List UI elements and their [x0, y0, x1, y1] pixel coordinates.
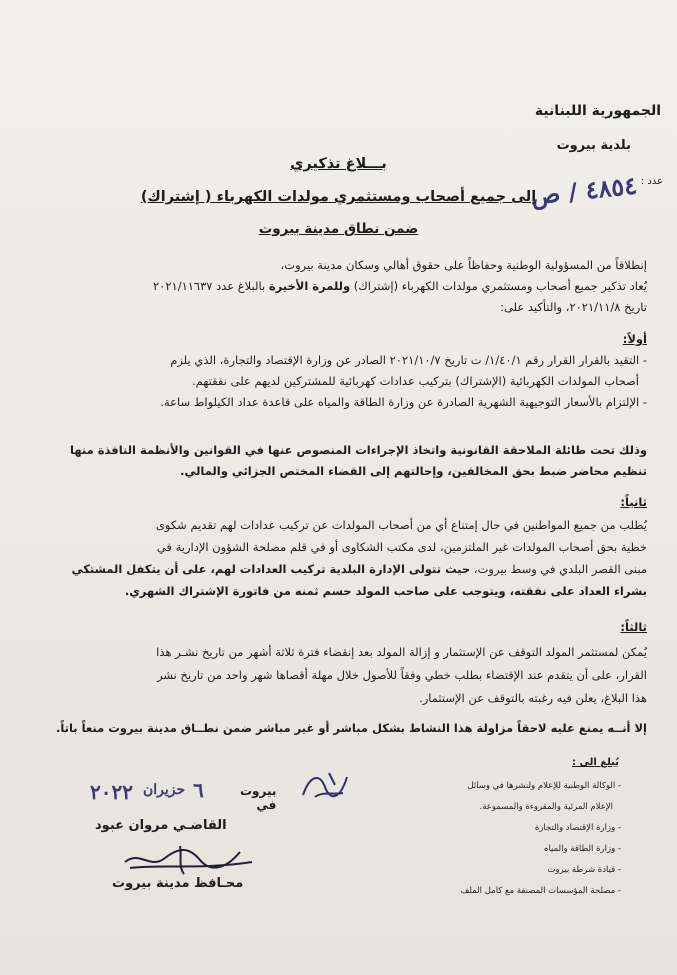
paragraph-line: هذا البلاغ، يعلن فيه رغبته بالتوقف عن الإستثمار. — [419, 691, 647, 705]
penalty-line: وذلك تحت طائلة الملاحقة القانونية واتخاذ الإجراءات المنصوص عنها في القوانين والأنظمة النافذة منها — [70, 443, 647, 457]
paragraph-line: خطية بحق أصحاب المولدات غير الملتزمين، لدى مكتب الشكاوى أو في قلم مصلحة الشؤون الإدارية في — [156, 540, 647, 554]
notice-scope: ضمن نطاق مدينة بيروت — [258, 221, 419, 237]
distribution-item: - وزارة الطاقة والمياه — [543, 844, 621, 854]
section-heading-second: ثانياً: — [620, 495, 647, 509]
paragraph-text: مبنى القصر البلدي في وسط بيروت، — [470, 562, 647, 576]
handwritten-reference-number: ٤٨٥٤ / ص — [529, 170, 639, 211]
intro-line — [27, 276, 647, 297]
distribution-list — [381, 776, 621, 902]
penalty-clause — [27, 440, 647, 482]
handwritten-signature — [120, 840, 260, 880]
date-year: ٢٠٢٢ — [90, 780, 133, 804]
final-prohibition: إلا أنــه يمنع عليه لاحقاً مزاولة هذا النشاط بشكل مباشر أو غير مباشر ضمن نطــاق مدينة بيروت منعاً باتاً. — [55, 721, 647, 735]
signature-date-line — [90, 778, 277, 812]
list-item-continuation: أصحاب المولدات الكهربائية (الإشتراك) بتركيب عدادات كهربائية للمشتركين لديهم على نفقتهم. — [192, 374, 639, 388]
initials-scribble — [295, 765, 355, 810]
intro-block — [27, 255, 647, 318]
paragraph-line: يُطلب من جميع المواطنين في حال إمتناع أي من أصحاب المولدات عن تركيب عدادات لهم تقديم شكوى — [155, 518, 647, 532]
distribution-item: - قيادة شرطة بيروت — [547, 865, 621, 875]
signature-place: بيروت في — [239, 784, 277, 812]
signatory-role: محـافظ مدينة بيروت — [112, 876, 244, 891]
date-day: ٦ — [193, 778, 204, 802]
paragraph-line: القرار، على أن يتقدم عند الإقتضاء بطلب خطي وفقاً للأصول خلال مهلة أقصاها شهر واحد من تاريخ نشر — [157, 668, 647, 682]
distribution-item: - الوكالة الوطنية للإعلام ولنشرها في وسائل — [467, 781, 621, 791]
number-label: عدد : — [640, 176, 663, 187]
republic-title: الجمهورية اللبنانية — [534, 103, 661, 119]
section-third-text — [27, 641, 647, 710]
section-first-items — [27, 350, 647, 413]
intro-line: تاريخ ٢٠٢١/١١/٨، والتأكيد على: — [500, 300, 647, 314]
distribution-heading: يُبلغ الى : — [571, 757, 619, 768]
list-item: - الإلتزام بالأسعار التوجيهية الشهرية الصادرة عن وزارة الطاقة والمياه على قاعدة عداد الكيلواط ساعة. — [160, 395, 647, 409]
paragraph-line — [27, 558, 647, 580]
notice-title: بـــلاغ تذكيري — [290, 156, 387, 172]
section-heading-third: ثالثاً: — [620, 620, 647, 634]
section-second-text — [27, 514, 647, 602]
notice-addressee: إلى جميع أصحاب ومستثمري مولدات الكهرباء ( إشتراك) — [140, 189, 537, 205]
intro-reference: بالبلاغ عدد ٢٠٢١/١١٦٣٧ — [153, 279, 269, 293]
paragraph-line: يُمكن لمستثمر المولد التوقف عن الإستثمار و إزالة المولد بعد إنقضاء فترة ثلاثة أشهر من تاريخ نشـر هذا — [156, 645, 647, 659]
section-heading-first: أولاً: — [622, 332, 647, 346]
penalty-line: تنظيم محاضر ضبط بحق المخالفين، وإحالتهم إلى القضاء المختص الجزائي والمالي. — [180, 464, 647, 478]
signatory-name: القاضـي مروان عبود — [95, 818, 227, 833]
paragraph-emphasis: حيث تتولى الإدارة البلدية تركيب العدادات لهم، على أن يتكفل المشتكي — [71, 562, 471, 576]
intro-text: يُعاد تذكير جميع أصحاب ومستثمري مولدات الكهرباء (إشتراك) — [350, 279, 647, 293]
distribution-item: - مصلحة المؤسسات المصنفة مع كامل الملف — [460, 886, 621, 896]
distribution-item: - وزارة الإقتصاد والتجارة — [534, 823, 621, 833]
intro-emphasis: وللمرة الأخيرة — [268, 279, 351, 293]
paragraph-line: بشراء العداد على نفقته، ويتوجب على صاحب المولد حسم ثمنه من فاتورة الإشتراك الشهري. — [124, 584, 647, 598]
list-item: - التقيد بالقرار القرار رقم ١/٤٠/١/ ت تاريخ ٢٠٢١/١٠/٧ الصادر عن وزارة الإقتصاد والتجارة، الذي يلزم — [170, 353, 647, 367]
municipality-name: بلدية بيروت — [556, 138, 631, 153]
date-month: حزيران — [143, 782, 186, 798]
intro-line: إنطلاقاً من المسؤولية الوطنية وحفاظاً على حقوق أهالي وسكان مدينة بيروت، — [280, 258, 647, 272]
distribution-item: الإعلام المرئية والمقروءة والمسموعة. — [479, 802, 613, 812]
